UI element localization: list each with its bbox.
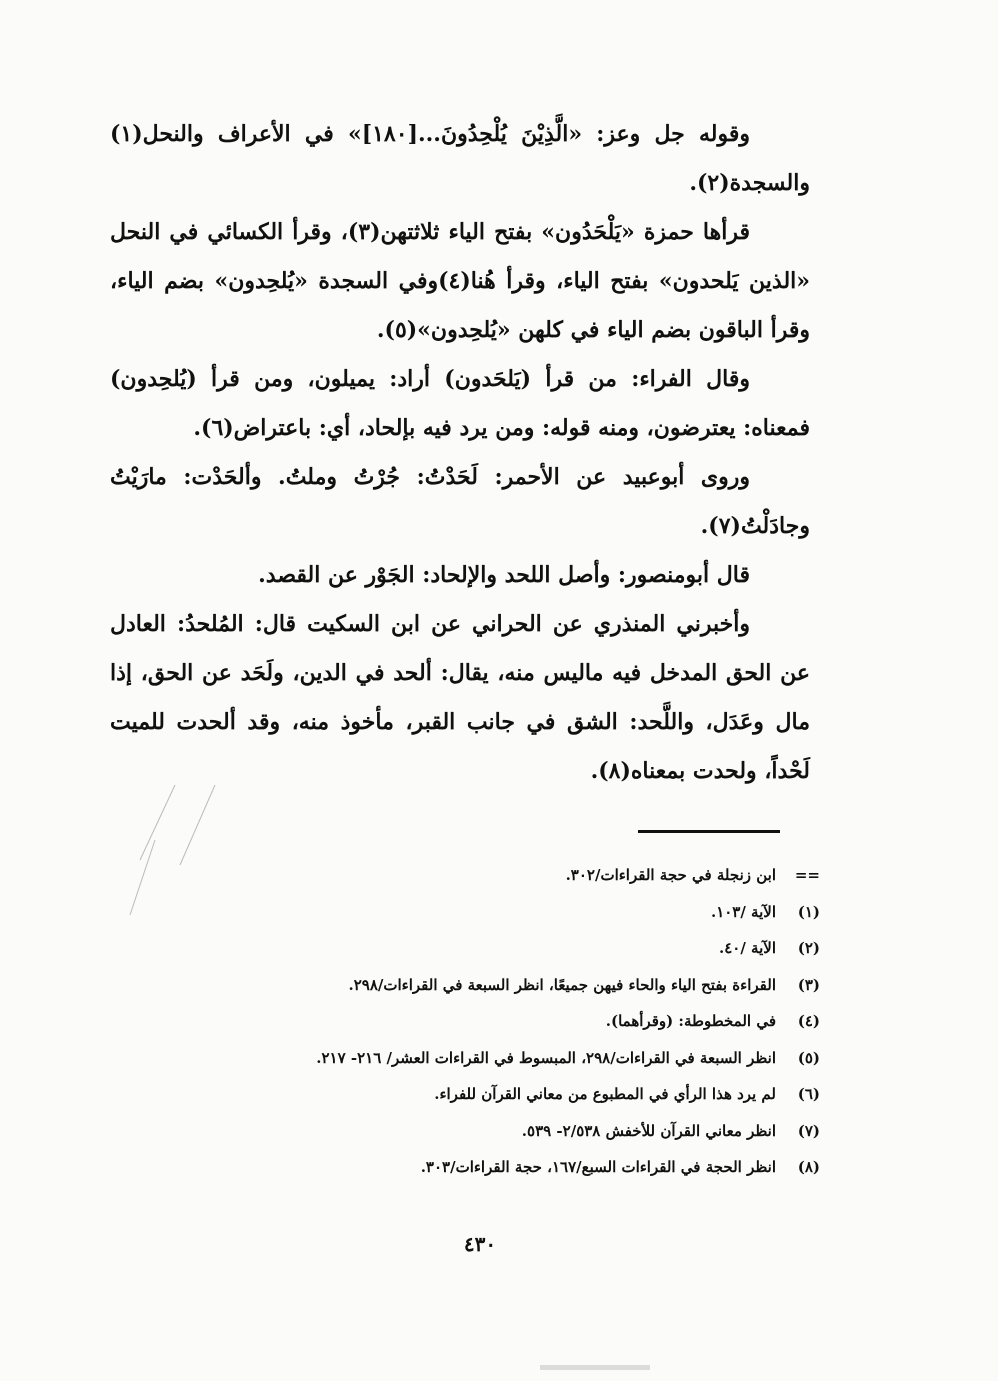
paragraph-2: قرأها حمزة «يَلْحَدُون» بفتح الياء ثلاثتهن(٣)، وقرأ الكسائي في النحل «الذين يَلحدون» بفتح الياء، وقرأ هُنا(٤)وفي السجدة «يُلحِدون» بضم الياء، وقرأ الباقون بضم الياء في كلهن «يُلحِدون»(٥). (110, 219, 811, 343)
pencil-marks (120, 780, 230, 930)
paragraph-1: وقوله جل وعز: «الَّذِيْنَ يُلْحِدُونَ...[١٨٠]» في الأعراف والنحل(١) والسجدة(٢). (110, 121, 810, 196)
footnote-text: ابن زنجلة في حجة القراءات/٣٠٢. (565, 866, 776, 884)
paragraph-6: وأخبرني المنذري عن الحراني عن ابن السكيت قال: المُلحدُ: العادل عن الحق المدخل فيه ماليس منه، يقال: ألحد في الدين، ولَحَد عن الحق، إذا مال وعَدَل، واللَّحد: الشق في جانب القبر، مأخوذ منه، وقد ألحدت للميت لَحْداً، ولحدت بمعناه(٨). (110, 611, 810, 784)
footnote (200, 1040, 820, 1077)
scan-smudge (540, 1365, 650, 1370)
paragraph-5: قال أبومنصور: وأصل اللحد والإلحاد: الجَوْر عن القصد. (258, 562, 750, 588)
footnote-text: الآية /٤٠. (719, 939, 776, 957)
footnote (200, 894, 820, 931)
footnote-text: لم يرد هذا الرأي في المطبوع من معاني القرآن للفراء. (434, 1085, 776, 1103)
footnotes (200, 857, 820, 1186)
footnote-text: القراءة بفتح الياء والحاء فيهن جميعًا، انظر السبعة في القراءات/٢٩٨. (348, 975, 776, 994)
page-number: ٤٣٠ (463, 1232, 497, 1256)
footnote-number: (٦) (797, 1085, 820, 1103)
footnote-number: (٢) (797, 939, 820, 957)
paragraph-3: وقال الفراء: من قرأ (يَلحَدون) أراد: يميلون، ومن قرأ (يُلحِدون) فمعناه: يعترضون، ومنه قوله: ومن يرد فيه بإلحاد، أي: باعتراض(٦). (110, 366, 810, 441)
footnote-text: الآية /١٠٣. (710, 902, 776, 921)
footnote (200, 857, 820, 894)
footnote-number: (١) (797, 902, 820, 921)
footnote-text: في المخطوطة: (وقرأهما). (605, 1012, 776, 1030)
footnote (200, 1113, 820, 1150)
footnote-separator (638, 830, 780, 833)
footnote-number: (٤) (797, 1012, 820, 1030)
footnote-text: انظر الحجة في القراءات السبع/١٦٧، حجة القراءات/٣٠٣. (420, 1158, 776, 1176)
footnote (200, 930, 820, 967)
paragraph-4: وروى أبوعبيد عن الأحمر: لَحَدْتُ: جُرْتُ وملتُ. وألحَدْت: مارَيْتُ وجادَلْتُ(٧). (110, 464, 810, 539)
footnote-number: (٨) (797, 1158, 820, 1176)
footnote-text: انظر معاني القرآن للأخفش ٢/٥٣٨- ٥٣٩. (521, 1121, 776, 1140)
footnote-number: == (794, 866, 820, 884)
footnote-number: (٧) (797, 1121, 820, 1140)
footnote-text: انظر السبعة في القراءات/٢٩٨، المبسوط في القراءات العشر/ ٢١٦- ٢١٧. (316, 1048, 776, 1067)
footnote (200, 1076, 820, 1113)
footnote (200, 1149, 820, 1186)
footnote-number: (٥) (797, 1048, 820, 1067)
footnote (200, 967, 820, 1004)
footnote-number: (٣) (797, 975, 820, 994)
footnote (200, 1003, 820, 1040)
main-text (110, 110, 810, 796)
